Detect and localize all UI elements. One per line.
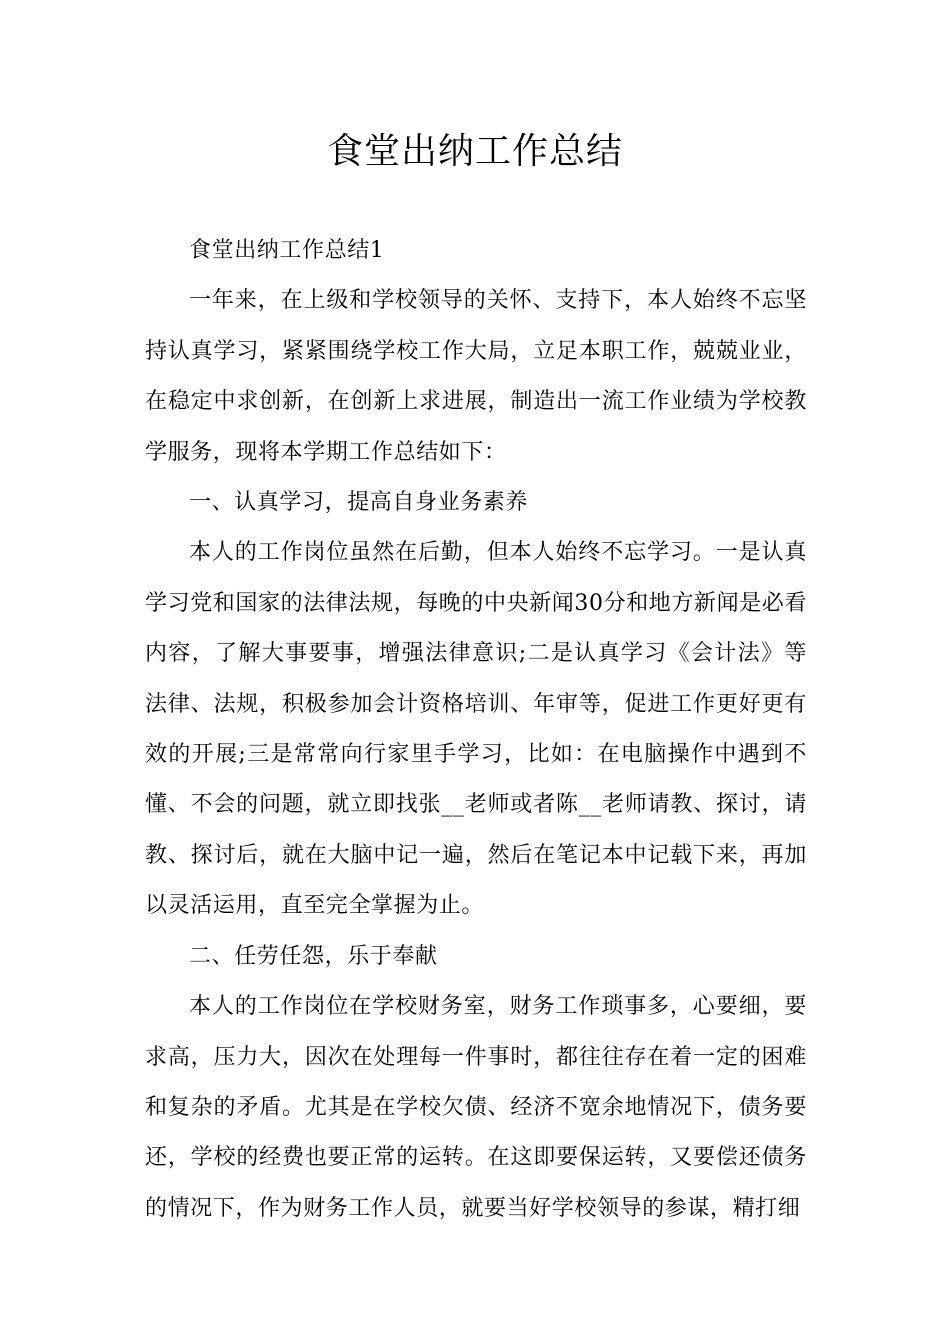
section-heading-study: 一、认真学习，提高自身业务素养 <box>189 490 529 516</box>
document-body <box>145 226 807 1234</box>
section-heading-summary-1: 食堂出纳工作总结1 <box>189 238 385 263</box>
document-title: 食堂出纳工作总结 <box>326 131 623 172</box>
study-paragraph: 本人的工作岗位虽然在后勤，但本人始终不忘学习。一是认真学习党和国家的法律法规，每晚的中央新闻30分和地方新闻是必看内容，了解大事要事，增强法律意识;二是认真学习《会计法》等法律、法规，积极参加会计资格培训、年审等，促进工作更好更有效的开展;三是常常向行家里手学习，比如：在电脑操作中遇到不懂、不会的问题，就立即找张__老师或者陈__老师请教、探讨，请教、探讨后，就在大脑中记一遍，然后在笔记本中记载下来，再加以灵活运用，直至完全掌握为止。 <box>145 540 807 919</box>
section-heading-dedication: 二、任劳任怨，乐于奉献 <box>189 943 438 969</box>
dedication-paragraph: 本人的工作岗位在学校财务室，财务工作琐事多，心要细，要求高，压力大，因次在处理每一件事时，都往往存在着一定的困难和复杂的矛盾。尤其是在学校欠债、经济不宽余地情况下，债务要还，学校的经费也要正常的运转。在这即要保运转，又要偿还债务的情况下，作为财务工作人员，就要当好学校领导的参谋，精打细 <box>145 994 807 1221</box>
intro-paragraph: 一年来，在上级和学校领导的关怀、支持下，本人始终不忘坚持认真学习，紧紧围绕学校工作大局，立足本职工作，兢兢业业，在稳定中求创新，在创新上求进展，制造出一流工作业绩为学校教学服务，现将本学期工作总结如下： <box>145 288 807 465</box>
